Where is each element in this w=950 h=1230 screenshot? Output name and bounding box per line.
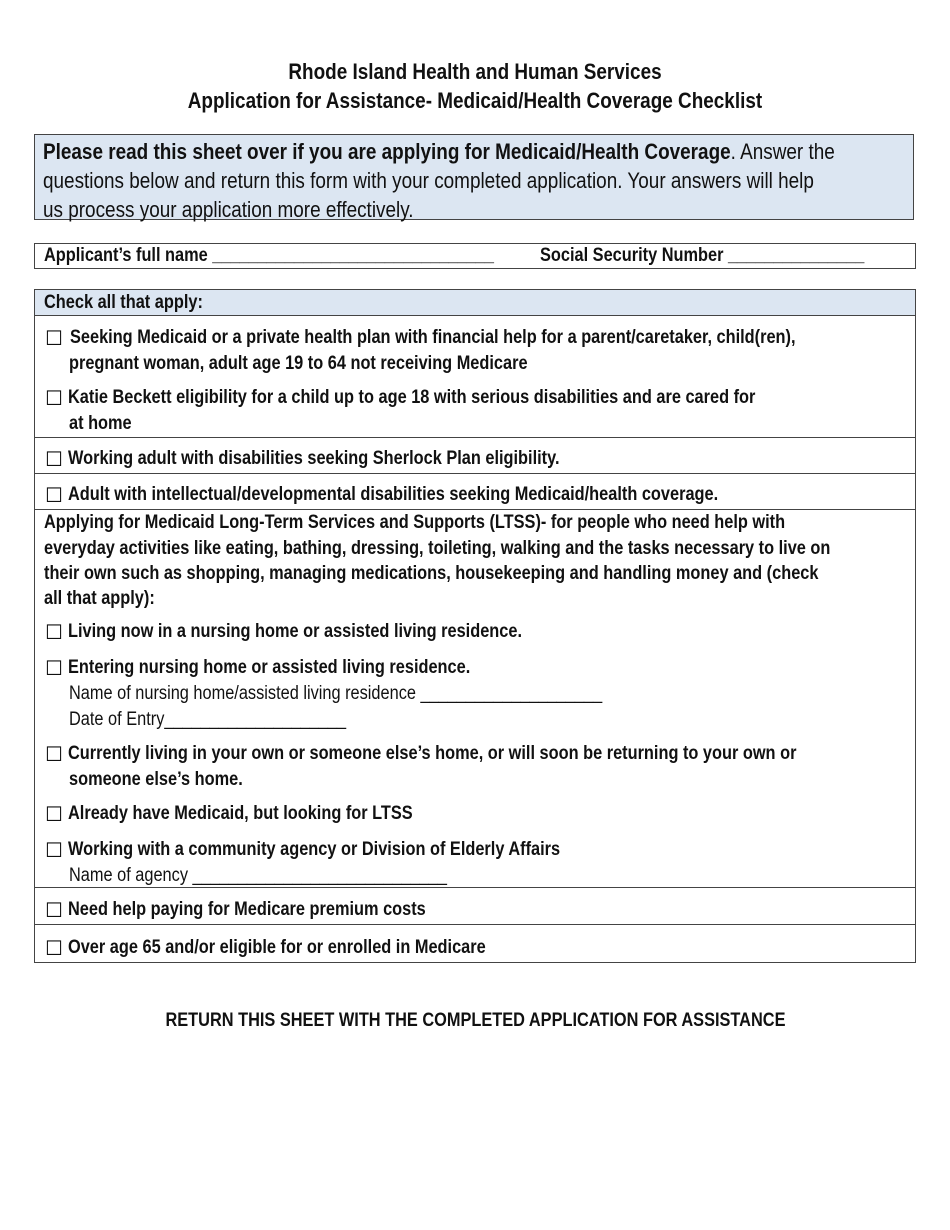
item-8: Already have Medicaid, but looking for LTSS [68, 803, 413, 824]
item-7-line-2: someone else’s home. [69, 769, 243, 790]
item-6: Entering nursing home or assisted living residence. [68, 657, 471, 678]
checkbox-item-7[interactable]: ☐ [45, 742, 63, 766]
ltss-line-4: all that apply): [44, 588, 155, 609]
item-3: Working adult with disabilities seeking Sherlock Plan eligibility. [68, 448, 560, 469]
return-instruction: RETURN THIS SHEET WITH THE COMPLETED APPLICATION FOR ASSISTANCE [164, 1010, 786, 1031]
ssn-field[interactable]: Social Security Number _______________ [540, 245, 865, 266]
checkbox-item-9[interactable]: ☐ [45, 838, 63, 862]
item-9: Working with a community agency or Division of Elderly Affairs [68, 839, 561, 860]
item-7-line-1: Currently living in your own or someone else’s home, or will soon be returning to your own or [68, 743, 797, 764]
intro-box [34, 134, 914, 220]
ltss-line-2: everyday activities like eating, bathing, dressing, toileting, walking and the tasks necessary to live on [44, 538, 831, 559]
divider [35, 437, 915, 438]
ltss-line-3: their own such as shopping, managing medications, housekeeping and handling money and (check [44, 563, 819, 584]
checkbox-item-3[interactable]: ☐ [45, 447, 63, 471]
nursing-home-name-field[interactable]: Name of nursing home/assisted living residence ____________________ [69, 683, 603, 704]
ltss-line-1: Applying for Medicaid Long-Term Services and Supports (LTSS)- for people who need help with [44, 512, 786, 533]
checkbox-item-4[interactable]: ☐ [45, 483, 63, 507]
checkbox-item-8[interactable]: ☐ [45, 802, 63, 826]
item-1-line-1: Seeking Medicaid or a private health plan with financial help for a parent/caretaker, child(ren), [70, 327, 796, 348]
intro-line-2: questions below and return this form with your completed application. Your answers will help [43, 168, 814, 193]
checkbox-item-6[interactable]: ☐ [45, 656, 63, 680]
divider [35, 887, 915, 888]
intro-line-3: us process your application more effectively. [43, 197, 414, 222]
item-5: Living now in a nursing home or assisted living residence. [68, 621, 522, 642]
checkbox-item-11[interactable]: ☐ [45, 936, 63, 960]
divider [35, 924, 915, 925]
checkbox-item-5[interactable]: ☐ [45, 620, 63, 644]
agency-name-field[interactable]: Name of agency ____________________________ [69, 865, 447, 886]
applicant-name-field[interactable]: Applicant’s full name _______________________________ [44, 245, 494, 266]
checkbox-item-2[interactable]: ☐ [45, 386, 63, 410]
date-of-entry-field[interactable]: Date of Entry____________________ [69, 709, 347, 730]
intro-line-1: Please read this sheet over if you are applying for Medicaid/Health Coverage. Answer the [43, 139, 835, 164]
divider [35, 473, 915, 474]
checkbox-item-1[interactable]: ☐ [45, 326, 63, 350]
item-2-line-1: Katie Beckett eligibility for a child up to age 18 with serious disabilities and are cared for [68, 387, 756, 408]
item-2-line-2: at home [69, 413, 132, 434]
item-4: Adult with intellectual/developmental disabilities seeking Medicaid/health coverage. [68, 484, 719, 505]
item-1-line-2: pregnant woman, adult age 19 to 64 not receiving Medicare [69, 353, 528, 374]
org-title: Rhode Island Health and Human Services [288, 59, 662, 84]
item-10: Need help paying for Medicare premium costs [68, 899, 426, 920]
form-title: Application for Assistance- Medicaid/Health Coverage Checklist [187, 88, 763, 113]
checkbox-item-10[interactable]: ☐ [45, 898, 63, 922]
checklist-heading: Check all that apply: [35, 290, 915, 316]
item-11: Over age 65 and/or eligible for or enrolled in Medicare [68, 937, 486, 958]
checklist [34, 289, 916, 963]
applicant-info-row [34, 243, 916, 269]
